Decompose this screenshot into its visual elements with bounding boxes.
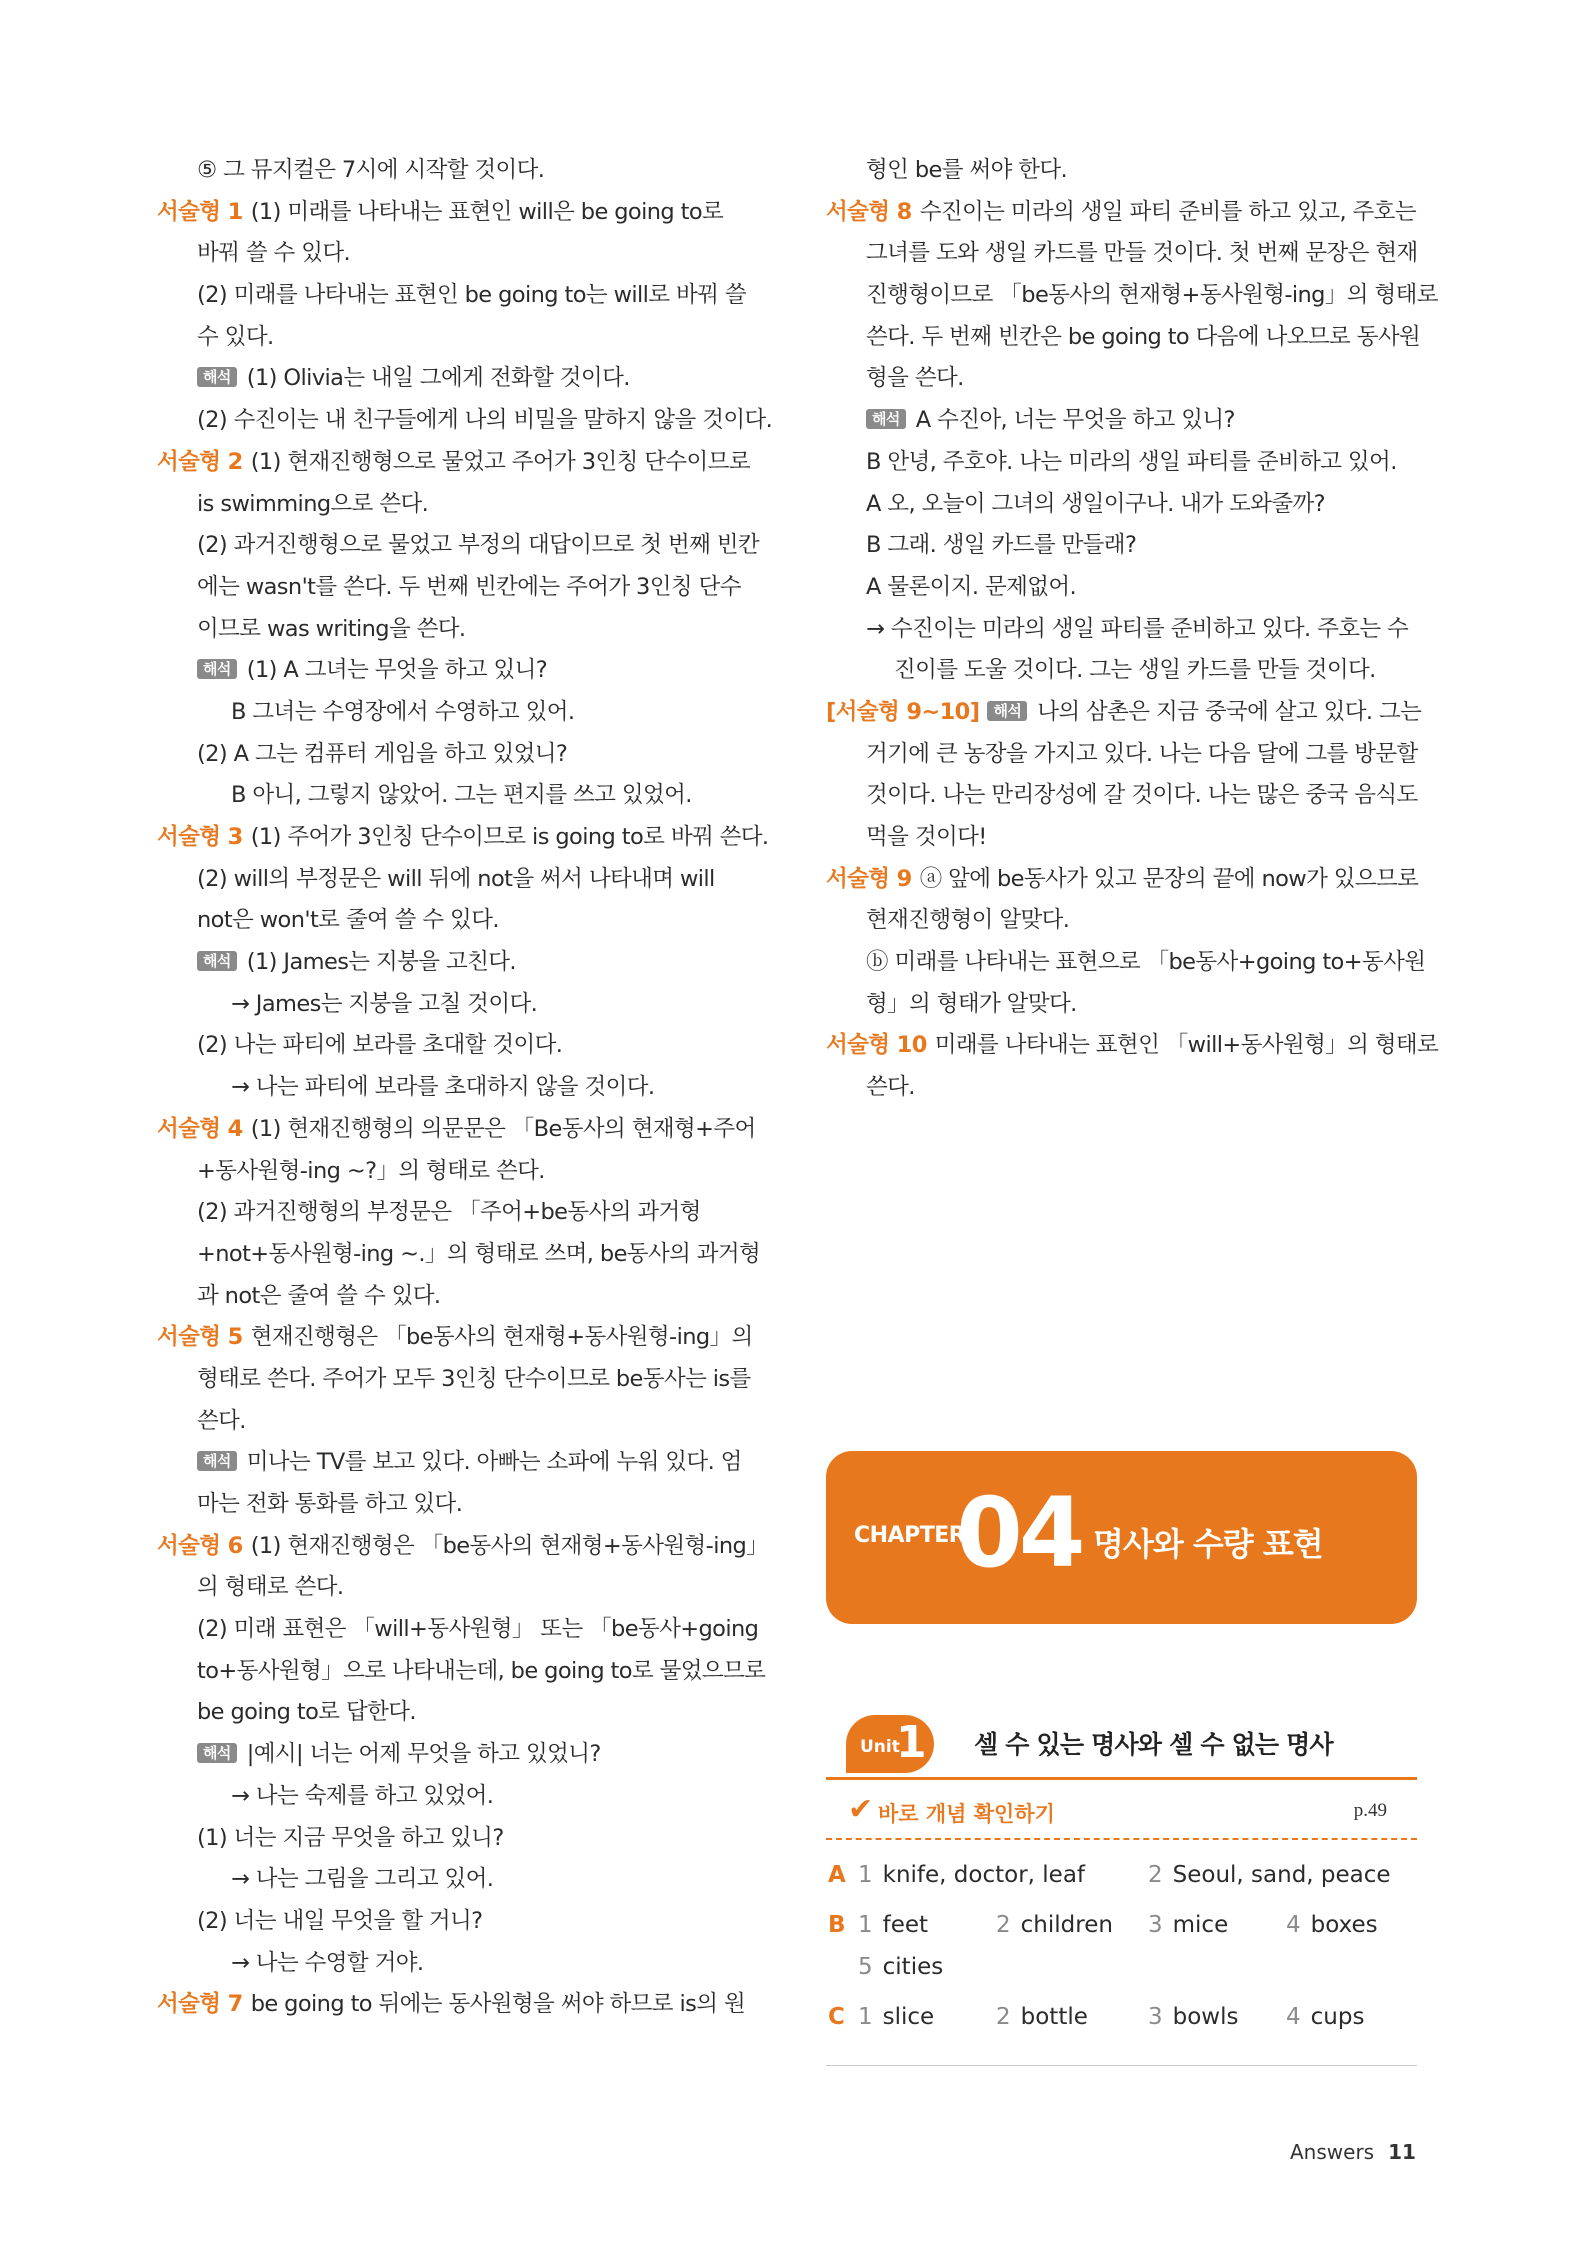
answer-item: 1 knife, doctor, leaf bbox=[858, 1862, 1086, 1888]
text-line bbox=[157, 734, 747, 776]
text-line bbox=[157, 567, 747, 609]
answer-item: 2 bottle bbox=[996, 2004, 1088, 2030]
unit-header bbox=[826, 1715, 1417, 1779]
section-bottom-rule bbox=[826, 2065, 1417, 2066]
exercise-label: 서술형 3 bbox=[157, 824, 243, 850]
line-text: (1) A 그녀는 무엇을 하고 있니? bbox=[246, 657, 548, 684]
line-text: A 수진아, 너는 무엇을 하고 있니? bbox=[915, 407, 1235, 434]
line-text: 수진이는 미라의 생일 파티 준비를 하고 있고, 주호는 bbox=[919, 198, 1416, 225]
exercise-label: 서술형 2 bbox=[157, 448, 243, 475]
line-text: 나의 삼촌은 지금 중국에 살고 있다. 그는 bbox=[1037, 698, 1422, 725]
text-line bbox=[157, 1192, 747, 1234]
text-line bbox=[157, 1692, 747, 1734]
line-text: 마는 전화 통화를 하고 있다. bbox=[197, 1491, 463, 1517]
text-line bbox=[157, 942, 747, 984]
exercise-line bbox=[157, 817, 769, 859]
text-line bbox=[826, 900, 1416, 942]
text-line bbox=[157, 525, 760, 567]
text-line bbox=[826, 484, 1416, 526]
text-line bbox=[157, 1734, 747, 1776]
text-line bbox=[157, 1859, 747, 1901]
line-text: (1) 미래를 나타내는 표현인 will은 be going to로 bbox=[250, 198, 724, 225]
line-text: (1) Olivia는 내일 그에게 전화할 것이다. bbox=[246, 365, 630, 392]
footer-label: Answers bbox=[1290, 2140, 1375, 2164]
text-line bbox=[157, 1359, 751, 1401]
answer-label: A bbox=[828, 1862, 846, 1888]
text-line bbox=[826, 150, 1416, 192]
exercise-line bbox=[826, 692, 1422, 734]
exercise-label: 서술형 5 bbox=[157, 1324, 243, 1351]
line-text: → 나는 그림을 그리고 있어. bbox=[231, 1866, 494, 1893]
text-line bbox=[157, 150, 747, 192]
text-line bbox=[157, 859, 747, 901]
answer-row-b-cont bbox=[826, 1946, 1417, 1988]
line-text: 것이다. 나는 만리장성에 갈 것이다. 나는 많은 중국 음식도 bbox=[866, 782, 1418, 809]
text-line bbox=[157, 484, 747, 526]
text-line bbox=[826, 567, 1416, 609]
text-line bbox=[157, 1901, 747, 1943]
line-text: 형태로 쓴다. 주어가 모두 3인칭 단수이므로 be동사는 is를 bbox=[197, 1365, 751, 1392]
answer-row-a bbox=[826, 1854, 1417, 1896]
line-text: 형인 be를 써야 한다. bbox=[866, 157, 1068, 183]
exercise-label: 서술형 9 bbox=[826, 865, 912, 892]
text-line bbox=[157, 1401, 747, 1443]
unit-word: Unit bbox=[860, 1737, 900, 1757]
unit-badge bbox=[846, 1715, 934, 1773]
text-line bbox=[826, 233, 1416, 275]
text-line bbox=[157, 1567, 747, 1609]
line-text: ⑤ 그 뮤지컬은 7시에 시작할 것이다. bbox=[197, 157, 545, 183]
answer-item: 3 bowls bbox=[1148, 2004, 1239, 2030]
line-text: (2) 미래 표현은 「will+동사원형」 또는 「be동사+going bbox=[197, 1616, 759, 1643]
text-line bbox=[157, 984, 747, 1026]
text-line bbox=[826, 817, 1416, 859]
line-text: ⓐ 앞에 be동사가 있고 문장의 끝에 now가 있으므로 bbox=[919, 865, 1419, 892]
answer-item: 1 feet bbox=[858, 1912, 929, 1938]
line-text: → 나는 파티에 보라를 초대하지 않을 것이다. bbox=[231, 1074, 655, 1101]
line-text: 현재진행형이 알맞다. bbox=[866, 907, 1070, 934]
line-text: (2) 너는 내일 무엇을 할 거니? bbox=[197, 1907, 483, 1934]
line-text: 진이를 도울 것이다. 그는 생일 카드를 만들 것이다. bbox=[894, 657, 1376, 684]
line-text: 쓴다. bbox=[866, 1074, 915, 1101]
line-text: A 오, 오늘이 그녀의 생일이구나. 내가 도와줄까? bbox=[866, 490, 1325, 517]
text-line bbox=[157, 400, 773, 442]
line-text: 이므로 was writing을 쓴다. bbox=[197, 615, 466, 642]
chapter-title: 명사와 수량 표현 bbox=[1093, 1525, 1323, 1563]
left-column bbox=[157, 150, 773, 2026]
line-text: |예시| 너는 어제 무엇을 하고 있었니? bbox=[246, 1741, 601, 1768]
line-text: (2) 나는 파티에 보라를 초대할 것이다. bbox=[197, 1032, 563, 1059]
line-text: (2) 수진이는 내 친구들에게 나의 비밀을 말하지 않을 것이다. bbox=[197, 407, 773, 434]
text-line bbox=[157, 1818, 747, 1860]
line-text: 쓴다. bbox=[197, 1407, 246, 1434]
exercise-label: 서술형 1 bbox=[157, 198, 243, 225]
line-text: (2) 과거진행형의 부정문은 「주어+be동사의 과거형 bbox=[197, 1199, 701, 1226]
line-text: → 나는 숙제를 하고 있었어. bbox=[231, 1782, 494, 1809]
dashed-divider bbox=[826, 1838, 1417, 1840]
text-line bbox=[157, 1151, 747, 1193]
text-line bbox=[157, 1484, 747, 1526]
line-text: 형을 쓴다. bbox=[866, 365, 964, 392]
line-text: 먹을 것이다! bbox=[866, 824, 987, 850]
exercise-line bbox=[826, 1025, 1439, 1067]
text-line bbox=[826, 609, 1416, 651]
line-text: (1) James는 지붕을 고친다. bbox=[246, 949, 516, 976]
text-line bbox=[157, 233, 747, 275]
exercise-label: 서술형 6 bbox=[157, 1532, 243, 1559]
line-text: to+동사원형」으로 나타내는데, be going to로 물었으므로 bbox=[197, 1657, 766, 1684]
line-text: (1) 현재진행형으로 물었고 주어가 3인칭 단수이므로 bbox=[250, 448, 750, 475]
translation-tag: 해석 bbox=[987, 701, 1027, 721]
answer-item: 3 mice bbox=[1148, 1912, 1229, 1938]
line-text: → 수진이는 미라의 생일 파티를 준비하고 있다. 주호는 수 bbox=[866, 615, 1409, 642]
text-line bbox=[826, 275, 1438, 317]
line-text: +not+동사원형-ing ~.」의 형태로 쓰며, be동사의 과거형 bbox=[197, 1240, 761, 1267]
translation-tag: 해석 bbox=[866, 409, 906, 429]
answer-item: 2 Seoul, sand, peace bbox=[1148, 1862, 1391, 1888]
checkmark-icon: ✔ bbox=[848, 1792, 874, 1827]
line-text: not은 won't로 줄여 쓸 수 있다. bbox=[197, 907, 499, 934]
text-line bbox=[157, 900, 747, 942]
line-text: be going to 뒤에는 동사원형을 써야 하므로 is의 원 bbox=[250, 1991, 746, 2018]
text-line bbox=[157, 1651, 766, 1693]
exercise-label: 서술형 10 bbox=[826, 1032, 927, 1059]
line-text: B 그래. 생일 카드를 만들래? bbox=[866, 532, 1137, 559]
text-line bbox=[826, 734, 1416, 776]
line-text: (1) 현재진행형은 「be동사의 현재형+동사원형-ing」 bbox=[250, 1532, 769, 1559]
exercise-line bbox=[826, 859, 1419, 901]
line-text: → James는 지붕을 고칠 것이다. bbox=[231, 990, 538, 1017]
line-text: is swimming으로 쓴다. bbox=[197, 490, 429, 517]
exercise-label: 서술형 4 bbox=[157, 1115, 243, 1142]
line-text: (2) 미래를 나타내는 표현인 be going to는 will로 바꿔 쓸 bbox=[197, 282, 746, 309]
text-line bbox=[826, 942, 1426, 984]
text-line bbox=[157, 1067, 747, 1109]
text-line bbox=[826, 775, 1416, 817]
line-text: B 아니, 그렇지 않았어. 그는 편지를 쓰고 있었어. bbox=[231, 782, 692, 809]
text-line bbox=[157, 609, 747, 651]
text-line bbox=[157, 317, 747, 359]
line-text: 거기에 큰 농장을 가지고 있다. 나는 다음 달에 그를 방문할 bbox=[866, 740, 1418, 767]
text-line bbox=[826, 358, 1416, 400]
translation-tag: 해석 bbox=[197, 1451, 237, 1471]
text-line bbox=[157, 692, 747, 734]
exercise-line bbox=[157, 442, 750, 484]
translation-tag: 해석 bbox=[197, 367, 237, 387]
exercise-line bbox=[157, 1526, 769, 1568]
line-text: (1) 주어가 3인칭 단수이므로 is going to로 바꿔 쓴다. bbox=[250, 824, 769, 850]
page-number: 11 bbox=[1388, 2140, 1416, 2164]
line-text: 진행형이므로 「be동사의 현재형+동사원형-ing」의 형태로 bbox=[866, 282, 1438, 309]
exercise-label: [서술형 9~10] bbox=[826, 698, 980, 725]
text-line bbox=[826, 984, 1416, 1026]
line-text: (1) 현재진행형의 의문문은 「Be동사의 현재형+주어 bbox=[250, 1115, 756, 1142]
text-line bbox=[157, 1025, 747, 1067]
text-line bbox=[826, 442, 1416, 484]
page-footer bbox=[1290, 2140, 1416, 2164]
text-line bbox=[826, 400, 1416, 442]
answer-label: C bbox=[828, 2004, 845, 2030]
line-text: B 안녕, 주호야. 나는 미라의 생일 파티를 준비하고 있어. bbox=[866, 448, 1397, 475]
text-line bbox=[826, 650, 1416, 692]
text-line bbox=[826, 1067, 1416, 1109]
line-text: 과 not은 줄여 쓸 수 있다. bbox=[197, 1282, 441, 1309]
line-text: 바꿔 쓸 수 있다. bbox=[197, 240, 351, 267]
text-line bbox=[826, 317, 1421, 359]
line-text: 형」의 형태가 알맞다. bbox=[866, 990, 1077, 1017]
translation-tag: 해석 bbox=[197, 659, 237, 679]
line-text: (1) 너는 지금 무엇을 하고 있니? bbox=[197, 1824, 504, 1851]
concept-check-header bbox=[826, 1792, 1417, 1834]
exercise-line bbox=[157, 192, 747, 234]
right-column bbox=[826, 150, 1439, 1109]
answer-item: 4 boxes bbox=[1286, 1912, 1378, 1938]
line-text: 의 형태로 쓴다. bbox=[197, 1574, 344, 1601]
line-text: ⓑ 미래를 나타내는 표현으로 「be동사+going to+동사원 bbox=[866, 949, 1426, 976]
translation-tag: 해석 bbox=[197, 1743, 237, 1763]
line-text: A 물론이지. 문제없어. bbox=[866, 573, 1077, 600]
exercise-label: 서술형 8 bbox=[826, 198, 912, 225]
chapter-word: CHAPTER bbox=[854, 1523, 966, 1548]
exercise-line bbox=[157, 1984, 747, 2026]
line-text: 현재진행형은 「be동사의 현재형+동사원형-ing」의 bbox=[250, 1324, 753, 1351]
answer-label: B bbox=[828, 1912, 846, 1938]
line-text: +동사원형-ing ~?」의 형태로 쓴다. bbox=[197, 1157, 545, 1184]
text-line bbox=[826, 525, 1416, 567]
unit-number: 1 bbox=[896, 1717, 927, 1768]
line-text: 미래를 나타내는 표현인 「will+동사원형」의 형태로 bbox=[934, 1032, 1439, 1059]
text-line bbox=[157, 358, 747, 400]
line-text: be going to로 답한다. bbox=[197, 1699, 416, 1726]
answer-row-b bbox=[826, 1904, 1417, 1946]
translation-tag: 해석 bbox=[197, 951, 237, 971]
text-line bbox=[157, 1276, 747, 1318]
answer-item: 5 cities bbox=[858, 1954, 944, 1980]
answer-item: 4 cups bbox=[1286, 2004, 1365, 2030]
chapter-number: 04 bbox=[956, 1477, 1082, 1589]
answer-row-c bbox=[826, 1996, 1417, 2038]
text-line bbox=[157, 1943, 747, 1985]
line-text: 미나는 TV를 보고 있다. 아빠는 소파에 누워 있다. 엄 bbox=[246, 1449, 742, 1476]
text-line bbox=[157, 775, 747, 817]
line-text: 에는 wasn't를 쓴다. 두 번째 빈칸에는 주어가 3인칭 단수 bbox=[197, 573, 741, 600]
exercise-line bbox=[157, 1317, 753, 1359]
text-line bbox=[157, 1442, 747, 1484]
unit-title: 셀 수 있는 명사와 셀 수 없는 명사 bbox=[974, 1730, 1333, 1759]
line-text: 쓴다. 두 번째 빈칸은 be going to 다음에 나오므로 동사원 bbox=[866, 323, 1421, 350]
answer-item: 2 children bbox=[996, 1912, 1113, 1938]
line-text: (2) 과거진행형으로 물었고 부정의 대답이므로 첫 번째 빈칸 bbox=[197, 532, 760, 559]
exercise-line bbox=[826, 192, 1416, 234]
text-line bbox=[157, 275, 747, 317]
line-text: → 나는 수영할 거야. bbox=[231, 1949, 424, 1976]
unit-divider bbox=[826, 1777, 1417, 1780]
line-text: 수 있다. bbox=[197, 323, 274, 350]
exercise-label: 서술형 7 bbox=[157, 1991, 243, 2018]
text-line bbox=[157, 1234, 761, 1276]
line-text: 그녀를 도와 생일 카드를 만들 것이다. 첫 번째 문장은 현재 bbox=[866, 240, 1418, 267]
exercise-line bbox=[157, 1109, 756, 1151]
answer-item: 1 slice bbox=[858, 2004, 935, 2030]
line-text: (2) will의 부정문은 will 뒤에 not을 써서 나타내며 will bbox=[197, 865, 715, 892]
page-reference: p.49 bbox=[1353, 1800, 1387, 1821]
concept-check-label: 바로 개념 확인하기 bbox=[878, 1802, 1055, 1826]
text-line bbox=[157, 1609, 759, 1651]
line-text: B 그녀는 수영장에서 수영하고 있어. bbox=[231, 698, 575, 725]
text-line bbox=[157, 650, 747, 692]
text-line bbox=[157, 1776, 747, 1818]
line-text: (2) A 그는 컴퓨터 게임을 하고 있었니? bbox=[197, 740, 568, 767]
chapter-banner bbox=[826, 1451, 1417, 1624]
